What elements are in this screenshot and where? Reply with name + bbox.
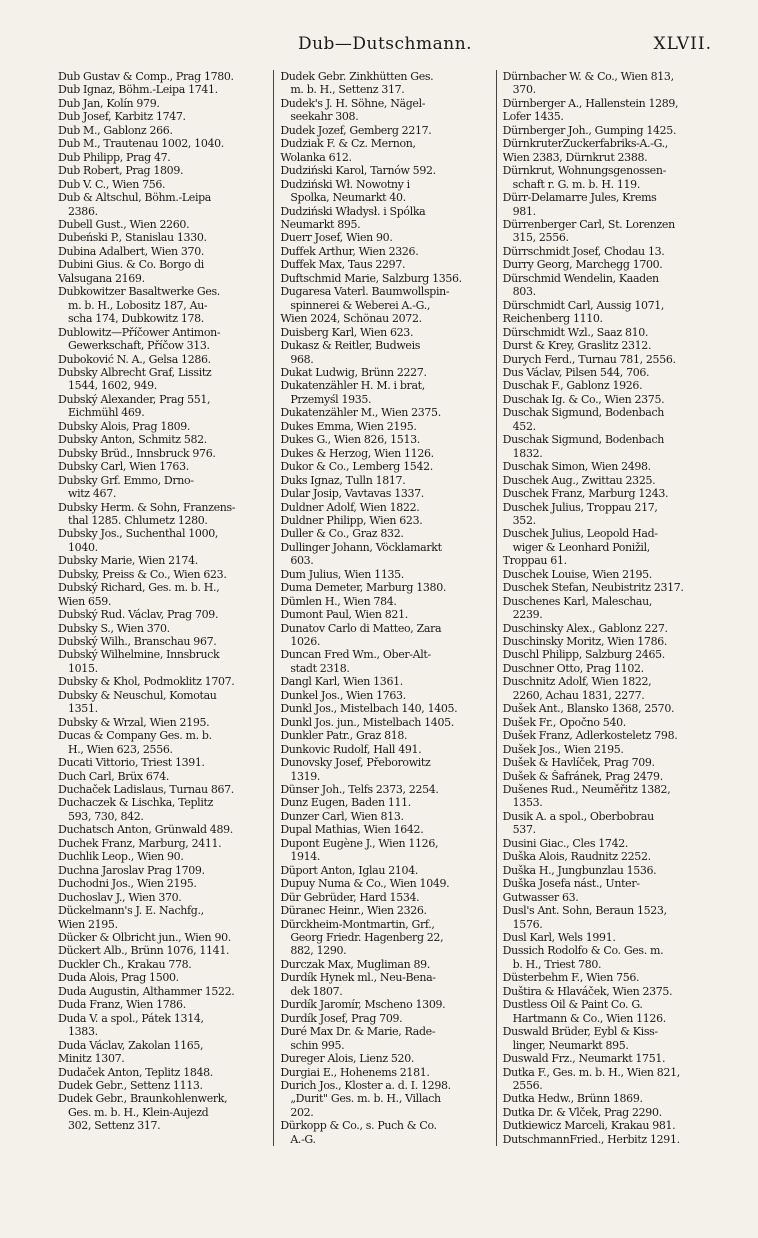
directory-entry-line: Durdík Hynek ml., Neu-Bena- (280, 971, 436, 985)
directory-entry-line: Dupont Eugène J., Wien 1126, (280, 836, 439, 850)
directory-entry-line: Przemyśl 1935. (290, 392, 372, 406)
directory-entry-line: Dubský Richard, Ges. m. b. H., (58, 581, 220, 595)
directory-entry-line: Dular Josip, Vavtavas 1337. (280, 487, 424, 501)
directory-entry-line: Duschinsky Moritz, Wien 1786. (502, 635, 668, 649)
directory-entry-line: Duda Václav, Zakolan 1165, (58, 1038, 204, 1052)
directory-entry-line: schaft r. G. m. b. H. 119. (512, 177, 640, 191)
column-3 (496, 70, 712, 1146)
directory-entry-line: Dub V. C., Wien 756. (58, 177, 166, 191)
directory-entry-line: Dunz Eugen, Baden 111. (280, 796, 411, 810)
directory-entry-line: Dukasz & Reitler, Budweis (280, 339, 421, 353)
column-2 (273, 70, 489, 1146)
page-number: XLVII. (653, 34, 712, 54)
directory-entry-line: „Durit" Ges. m. b. H., Villach (290, 1092, 441, 1106)
directory-entry-line: Dudek Gebr. Zinkhütten Ges. (280, 70, 434, 83)
directory-entry-line: m. b. H., Settenz 317. (290, 83, 405, 97)
directory-entry-line: 315, 2556. (512, 231, 569, 245)
directory-entry-line: Wolanka 612. (280, 150, 352, 164)
directory-entry-line: Duschnitz Adolf, Wien 1822, (502, 675, 652, 689)
directory-entry-line: Dutka Dr. & Vlček, Prag 2290. (502, 1105, 662, 1119)
directory-entry-line: Dub M., Trautenau 1002, 1040. (58, 137, 224, 151)
directory-entry-line: Duffek Arthur, Wien 2326. (280, 244, 419, 258)
directory-entry-line: 1351. (68, 702, 98, 716)
directory-entry-line: Dubell Gust., Wien 2260. (58, 217, 190, 231)
directory-entry-line: Duncan Fred Wm., Ober-Alt- (280, 648, 431, 662)
directory-entry-line: 1383. (68, 1025, 98, 1039)
directory-entry-line: scha 174, Dubkowitz 178. (68, 312, 204, 326)
directory-entry-line: Durst & Krey, Graslitz 2312. (502, 339, 652, 353)
directory-entry-line: Düport Anton, Iglau 2104. (280, 863, 419, 877)
directory-entry-line: Dubini Gius. & Co. Borgo di (58, 258, 204, 272)
directory-entry-line: Dum Julius, Wien 1135. (280, 567, 404, 581)
directory-entry-line: Duftschmid Marie, Salzburg 1356. (280, 271, 462, 285)
directory-entry-line: Dürrenberger Carl, St. Lorenzen (502, 217, 675, 231)
directory-entry-line: Dušek Fr., Opočno 540. (502, 715, 626, 729)
directory-entry-line: Dukat Ludwig, Brünn 2227. (280, 365, 427, 379)
page-header (58, 30, 712, 70)
directory-entry-line: Hartmann & Co., Wien 1126. (512, 1011, 666, 1025)
directory-entry-line: Dunkl Jos., Mistelbach 140, 1405. (280, 702, 458, 716)
directory-entry-line: Duschek Julius, Leopold Had- (502, 527, 658, 541)
directory-entry-line: spinnerei & Weberei A.-G., (290, 298, 430, 312)
directory-entry-line: Duschak Sigmund, Bodenbach (502, 406, 664, 420)
directory-entry-line: Dub Jan, Kolín 979. (58, 96, 160, 110)
directory-entry-line: Dudziński Wł. Nowotny i (280, 177, 410, 191)
directory-entry-line: Dubsky Grf. Emmo, Drno- (58, 473, 194, 487)
entry-columns (58, 70, 712, 1146)
directory-entry-line: Duschinsky Alex., Gablonz 227. (502, 621, 668, 635)
directory-entry-line: Dudziński Karol, Tarnów 592. (280, 164, 436, 178)
directory-entry-line: Dudek's J. H. Söhne, Nägel- (280, 96, 426, 110)
directory-entry-line: Dür Gebrüder, Hard 1534. (280, 890, 420, 904)
directory-entry-line: Minitz 1307. (58, 1052, 125, 1066)
directory-entry-line: Dušek Jos., Wien 2195. (502, 742, 624, 756)
directory-entry-line: Duda Augustin, Althammer 1522. (58, 984, 235, 998)
directory-entry-line: 1353. (512, 796, 543, 810)
directory-entry-line: 2260, Achau 1831, 2277. (512, 688, 645, 702)
directory-entry-line: Dückelmann's J. E. Nachfg., (58, 904, 204, 918)
directory-entry-line: Dudek Gebr., Settenz 1113. (58, 1078, 203, 1092)
directory-entry-line: Dürkopp & Co., s. Puch & Co. (280, 1119, 437, 1133)
directory-entry-line: Dubsky Herm. & Sohn, Franzens- (58, 500, 236, 514)
directory-entry-line: Duisberg Karl, Wien 623. (280, 325, 414, 339)
directory-entry-line: Duška H., Jungbunzlau 1536. (502, 863, 657, 877)
directory-entry-line: Eichmühl 469. (68, 406, 145, 420)
directory-entry-line: Durich Jos., Kloster a. d. I. 1298. (280, 1078, 451, 1092)
directory-entry-line: Ducati Vittorio, Triest 1391. (58, 756, 205, 770)
directory-entry-line: Valsugana 2169. (58, 271, 145, 285)
directory-entry-line: Dubský Wilh., Branschau 967. (58, 635, 217, 649)
directory-entry-line: Duschak Ig. & Co., Wien 2375. (502, 392, 665, 406)
directory-entry-line: Dubsky & Khol, Podmoklitz 1707. (58, 675, 235, 689)
directory-entry-line: 1544, 1602, 949. (68, 379, 157, 393)
directory-entry-line: Dücker & Olbricht jun., Wien 90. (58, 931, 231, 944)
directory-entry-line: 370. (512, 83, 536, 97)
directory-entry-line: Durczak Max, Mugliman 89. (280, 957, 430, 971)
directory-entry-line: Duerr Josef, Wien 90. (280, 231, 393, 245)
directory-entry-line: 2386. (68, 204, 98, 218)
directory-entry-line: Dusini Giac., Cles 1742. (502, 836, 629, 850)
directory-entry-line: Duda Alois, Prag 1500. (58, 971, 179, 985)
directory-entry-line: Dürnberger Joh., Gumping 1425. (502, 123, 677, 137)
directory-entry-line: Dangl Karl, Wien 1361. (280, 675, 403, 689)
directory-entry-line: Dumont Paul, Wien 821. (280, 608, 408, 622)
directory-entry-line: Duschak Sigmund, Bodenbach (502, 433, 664, 447)
directory-entry-line: Dušek Ant., Blansko 1368, 2570. (502, 702, 675, 716)
directory-entry-line: Dutka Hedw., Brünn 1869. (502, 1092, 643, 1106)
directory-entry-line: Dunkler Patr., Graz 818. (280, 729, 408, 743)
directory-entry-line: Dukes Emma, Wien 2195. (280, 419, 417, 433)
directory-entry-line: Dubina Adalbert, Wien 370. (58, 244, 205, 258)
directory-entry-line: Reichenberg 1110. (502, 312, 603, 326)
directory-entry-line: Dub Philipp, Prag 47. (58, 150, 171, 164)
directory-entry-line: Dubkowitzer Basaltwerke Ges. (58, 285, 220, 299)
directory-entry-line: Dubský Rud. Václav, Prag 709. (58, 608, 219, 622)
directory-entry-line: Duchaček Ladislaus, Turnau 867. (58, 783, 234, 797)
directory-entry-line: Dürschmidt Carl, Aussig 1071, (502, 298, 665, 312)
directory-entry-line: Dubsky Carl, Wien 1763. (58, 460, 189, 474)
directory-entry-line: Dudek Jozef, Gemberg 2217. (280, 123, 432, 137)
directory-entry-line: 202. (290, 1105, 314, 1119)
directory-entry-line: Duška Josefa nást., Unter- (502, 877, 640, 891)
directory-entry-line: Dubsky Anton, Schmitz 582. (58, 433, 207, 447)
directory-entry-line: Dukes G., Wien 826, 1513. (280, 433, 420, 447)
directory-entry-line: Dückert Alb., Brünn 1076, 1141. (58, 944, 230, 958)
directory-entry-line: 803. (512, 285, 536, 299)
directory-entry-line: Duschek Louise, Wien 2195. (502, 567, 652, 581)
directory-entry-line: Dudaček Anton, Teplitz 1848. (58, 1065, 213, 1079)
directory-entry-line: Durry Georg, Marchegg 1700. (502, 258, 663, 272)
directory-entry-line: Dubsky & Wrzal, Wien 2195. (58, 715, 210, 729)
directory-entry-line: m. b. H., Lobositz 187, Au- (68, 298, 208, 312)
directory-entry-line: Duchlik Leop., Wien 90. (58, 850, 184, 864)
directory-entry-line: wiger & Leonhard Ponižil, (512, 540, 650, 554)
directory-entry-line: Dusik A. a spol., Oberbobrau (502, 809, 654, 823)
directory-entry-line: Dubsky Jos., Suchenthal 1000, (58, 527, 219, 541)
directory-entry-line: Durdík Jaromír, Mscheno 1309. (280, 998, 446, 1012)
directory-entry-line: Dussich Rodolfo & Co. Ges. m. (502, 944, 664, 958)
directory-entry-line: Dureger Alois, Lienz 520. (280, 1052, 414, 1066)
directory-entry-line: Wien 2383, Dürnkrut 2388. (502, 150, 648, 164)
directory-entry-line: Duchaczek & Lischka, Teplitz (58, 796, 214, 810)
directory-entry-line: 352. (512, 513, 536, 527)
directory-entry-line: DutschmannFried., Herbitz 1291. (502, 1132, 680, 1146)
directory-entry-line: stadt 2318. (290, 661, 350, 675)
directory-entry-line: Dušenes Rud., Neuměřitz 1382, (502, 783, 671, 797)
directory-entry-line: 882, 1290. (290, 944, 347, 958)
directory-entry-line: Duschek Aug., Zwittau 2325. (502, 473, 656, 487)
running-title: Dub—Dutschmann. (297, 34, 473, 54)
directory-entry-line: linger, Neumarkt 895. (512, 1038, 629, 1052)
directory-entry-line: Dub Gustav & Comp., Prag 1780. (58, 70, 234, 83)
directory-entry-line: Dubsky, Preiss & Co., Wien 623. (58, 567, 227, 581)
directory-entry-line: Dunatov Carlo di Matteo, Zara (280, 621, 442, 635)
directory-entry-line: Duré Max Dr. & Marie, Rade- (280, 1025, 436, 1039)
directory-entry-line: Dub Robert, Prag 1809. (58, 164, 184, 178)
directory-entry-line: Duch Carl, Brüx 674. (58, 769, 170, 783)
directory-entry-line: Gewerkschaft, Příčow 313. (68, 339, 210, 353)
directory-entry-line: Dustless Oil & Paint Co. G. (502, 998, 643, 1012)
directory-entry-line: Duldner Philipp, Wien 623. (280, 513, 423, 527)
directory-entry-line: 302, Settenz 317. (68, 1119, 161, 1133)
directory-entry-line: Düsterbehm F., Wien 756. (502, 971, 640, 985)
directory-entry-line: 968. (290, 352, 314, 366)
directory-entry-line: thal 1285. Chlumetz 1280. (68, 513, 208, 527)
directory-entry-line: Dub Ignaz, Böhm.-Leipa 1741. (58, 83, 218, 97)
directory-entry-line: Dunkel Jos., Wien 1763. (280, 688, 406, 702)
directory-entry-line: Duschenes Karl, Maleschau, (502, 594, 653, 608)
directory-entry-line: Dürschmidt Wzl., Saaz 810. (502, 325, 649, 339)
directory-entry-line: Dušek & Šafránek, Prag 2479. (502, 769, 663, 783)
directory-entry-line: schin 995. (290, 1038, 345, 1052)
directory-entry-line: Dukor & Co., Lemberg 1542. (280, 460, 433, 474)
directory-entry-line: Dunkovic Rudolf, Hall 491. (280, 742, 422, 756)
directory-entry-line: Dukes & Herzog, Wien 1126. (280, 446, 434, 460)
directory-entry-line: Troppau 61. (502, 554, 567, 568)
directory-entry-line: b. H., Triest 780. (512, 957, 602, 971)
directory-entry-line: Duška Alois, Raudnitz 2252. (502, 850, 651, 864)
directory-entry-line: witz 467. (68, 487, 116, 501)
directory-entry-line: Dürnkrut, Wohnungsgenossen- (502, 164, 666, 178)
directory-entry-line: Duda Franz, Wien 1786. (58, 998, 186, 1012)
directory-entry-line: Dubsky Marie, Wien 2174. (58, 554, 198, 568)
directory-entry-line: 452. (512, 419, 536, 433)
directory-entry-line: Durdík Josef, Prag 709. (280, 1011, 403, 1025)
directory-entry-line: 1026. (290, 635, 321, 649)
directory-entry-line: 1319. (290, 769, 321, 783)
directory-entry-line: Neumarkt 895. (280, 217, 361, 231)
directory-entry-line: Dupal Mathias, Wien 1642. (280, 823, 424, 837)
directory-entry-line: Duschek Franz, Marburg 1243. (502, 487, 669, 501)
directory-entry-line: Dürrschmidt Josef, Chodau 13. (502, 244, 665, 258)
directory-entry-line: Dus Václav, Pilsen 544, 706. (502, 365, 650, 379)
directory-entry-line: Duschek Stefan, Neubistritz 2317. (502, 581, 684, 595)
directory-entry-line: Duswald Brüder, Eybl & Kiss- (502, 1025, 658, 1039)
directory-entry-line: Duschner Otto, Prag 1102. (502, 661, 644, 675)
directory-entry-line: Dušek Franz, Adlerkosteletz 798. (502, 729, 678, 743)
directory-entry-line: Dubský Alexander, Prag 551, (58, 392, 211, 406)
directory-entry-line: Duda V. a spol., Pátek 1314, (58, 1011, 204, 1025)
directory-entry-line: Ges. m. b. H., Klein-Aujezd (68, 1105, 209, 1119)
directory-entry-line: Duckler Ch., Krakau 778. (58, 957, 192, 971)
directory-entry-line: Dunkl Jos. jun., Mistelbach 1405. (280, 715, 454, 729)
directory-entry-line: Lofer 1435. (502, 110, 564, 124)
directory-entry-line: Dupuy Numa & Co., Wien 1049. (280, 877, 450, 891)
directory-entry-line: Dubsky S., Wien 370. (58, 621, 170, 635)
directory-entry-line: Dub Josef, Karbitz 1747. (58, 110, 186, 124)
directory-entry-line: DürnkruterZuckerfabriks-A.-G., (502, 137, 668, 151)
directory-entry-line: Durych Ferd., Turnau 781, 2556. (502, 352, 676, 366)
directory-entry-line: Dudek Gebr., Braunkohlenwerk, (58, 1092, 228, 1106)
directory-entry-line: Dubeński P., Stanislau 1330. (58, 231, 207, 245)
directory-entry-line: Dubsky & Neuschul, Komotau (58, 688, 217, 702)
directory-entry-line: Dub & Altschul, Böhm.-Leipa (58, 191, 212, 205)
directory-entry-line: Dukatenzähler M., Wien 2375. (280, 406, 441, 420)
directory-entry-line: Dutkiewicz Marceli, Krakau 981. (502, 1119, 676, 1133)
directory-entry-line: Dubský Wilhelmine, Innsbruck (58, 648, 220, 662)
directory-entry-line: Dub M., Gablonz 266. (58, 123, 173, 137)
directory-entry-line: Wien 659. (58, 594, 112, 608)
directory-entry-line: Duldner Adolf, Wien 1822. (280, 500, 420, 514)
directory-entry-line: Duchatsch Anton, Grünwald 489. (58, 823, 233, 837)
directory-entry-line: Duma Demeter, Marburg 1380. (280, 581, 447, 595)
directory-entry-line: Duffek Max, Taus 2297. (280, 258, 406, 272)
directory-entry-line: Ducas & Company Ges. m. b. (58, 729, 212, 743)
directory-entry-line: Dürr-Delamarre Jules, Krems (502, 191, 657, 205)
directory-entry-line: Duchodni Jos., Wien 2195. (58, 877, 197, 891)
directory-entry-line: Dušek & Havlíček, Prag 709. (502, 756, 655, 770)
directory-entry-line: Dutka F., Ges. m. b. H., Wien 821, (502, 1065, 680, 1079)
directory-entry-line: dek 1807. (290, 984, 343, 998)
directory-entry-line: Dubsky Albrecht Graf, Lissitz (58, 365, 212, 379)
directory-entry-line: Duštira & Hlaváček, Wien 2375. (502, 984, 673, 998)
directory-entry-line: 537. (512, 823, 536, 837)
directory-entry-line: Dünser Joh., Telfs 2373, 2254. (280, 783, 439, 797)
directory-entry-line: Dudziński Władysł. i Spólka (280, 204, 426, 218)
directory-entry-line: Duller & Co., Graz 832. (280, 527, 404, 541)
directory-entry-line: Durgiai E., Hohenems 2181. (280, 1065, 430, 1079)
directory-entry-line: 603. (290, 554, 314, 568)
directory-entry-line: Wien 2195. (58, 917, 118, 931)
directory-entry-line: Dublowitz—Příčower Antimon- (58, 325, 221, 339)
directory-entry-line: Georg Friedr. Hagenberg 22, (290, 931, 444, 944)
directory-entry-line: Dullinger Johann, Vöcklamarkt (280, 540, 442, 554)
directory-entry-line: A.-G. (290, 1132, 316, 1146)
directory-entry-line: 1914. (290, 850, 321, 864)
directory-entry-line: 2239. (512, 608, 543, 622)
directory-entry-line: Gutwasser 63. (502, 890, 579, 904)
directory-entry-line: Duchna Jaroslav Prag 1709. (58, 863, 205, 877)
directory-entry-line: Dugaresa Vaterl. Baumwollspin- (280, 285, 450, 299)
column-1 (58, 70, 267, 1146)
directory-entry-line: Dunovsky Josef, Přeborowitz (280, 756, 431, 770)
directory-entry-line: seekahr 308. (290, 110, 359, 124)
directory-entry-line: Dusl Karl, Wels 1991. (502, 931, 616, 944)
directory-entry-line: Duschak F., Gablonz 1926. (502, 379, 643, 393)
directory-entry-line: Dürckheim-Montmartin, Grf., (280, 917, 435, 931)
directory-entry-line: Dürnbacher W. & Co., Wien 813, (502, 70, 674, 83)
directory-entry-line: Dümlen H., Wien 784. (280, 594, 397, 608)
directory-entry-line: 593, 730, 842. (68, 809, 144, 823)
directory-entry-line: Dubsky Alois, Prag 1809. (58, 419, 191, 433)
directory-entry-line: 1576. (512, 917, 543, 931)
directory-entry-line: Duswald Frz., Neumarkt 1751. (502, 1052, 666, 1066)
directory-entry-line: Spolka, Neumarkt 40. (290, 191, 406, 205)
directory-entry-line: Dukatenzähler H. M. i brat, (280, 379, 425, 393)
directory-entry-line: Duchek Franz, Marburg, 2411. (58, 836, 222, 850)
directory-entry-line: Wien 2024, Schönau 2072. (280, 312, 422, 326)
directory-entry-line: Duschak Simon, Wien 2498. (502, 460, 651, 474)
directory-entry-line: H., Wien 623, 2556. (68, 742, 173, 756)
directory-entry-line: 1040. (68, 540, 98, 554)
directory-entry-line: Dürnberger A., Hallenstein 1289, (502, 96, 679, 110)
directory-entry-line: Duboković N. A., Gelsa 1286. (58, 352, 211, 366)
directory-entry-line: 981. (512, 204, 536, 218)
directory-entry-line: Dusl's Ant. Sohn, Beraun 1523, (502, 904, 667, 918)
directory-entry-line: Duchoslav J., Wien 370. (58, 890, 182, 904)
directory-entry-line: Duschek Julius, Troppau 217, (502, 500, 658, 514)
directory-entry-line: 1015. (68, 661, 98, 675)
directory-entry-line: Dudziak F. & Cz. Mernon, (280, 137, 416, 151)
directory-entry-line: Duks Ignaz, Tulln 1817. (280, 473, 406, 487)
directory-entry-line: Dunzer Carl, Wien 813. (280, 809, 404, 823)
directory-entry-line: Düranec Heinr., Wien 2326. (280, 904, 427, 918)
directory-entry-line: Duschl Philipp, Salzburg 2465. (502, 648, 665, 662)
directory-entry-line: Dürschmid Wendelin, Kaaden (502, 271, 659, 285)
directory-entry-line: Dubsky Brüd., Innsbruck 976. (58, 446, 216, 460)
directory-entry-line: 2556. (512, 1078, 543, 1092)
directory-entry-line: 1832. (512, 446, 543, 460)
